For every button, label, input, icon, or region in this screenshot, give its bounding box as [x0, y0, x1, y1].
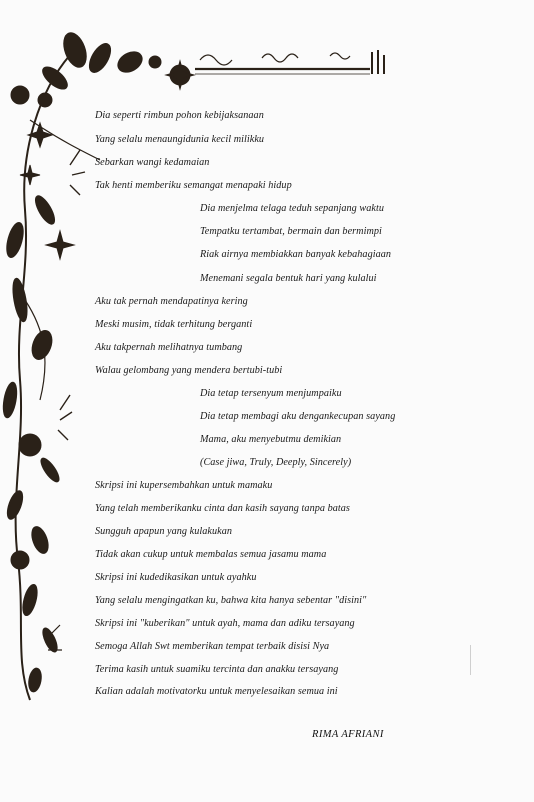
margin-mark: [470, 645, 471, 675]
poem-line: Aku takpernah melihatnya tumbang: [95, 342, 243, 353]
poem-line: Terima kasih untuk suamiku tercinta dan anakku tersayang: [95, 664, 339, 675]
poem-line: Yang telah memberikanku cinta dan kasih sayang tanpa batas: [95, 503, 350, 514]
poem-line: Yang selalu menaungidunia kecil milikku: [95, 134, 265, 145]
author-signature: RIMA AFRIANI: [312, 729, 384, 740]
poem-line: Yang selalu mengingatkan ku, bahwa kita hanya sebentar "disini": [95, 595, 367, 606]
poem-line: Skripsi ini "kuberikan" untuk ayah, mama dan adiku tersayang: [95, 618, 355, 629]
poem-line: Tempatku tertambat, bermain dan bermimpi: [200, 226, 382, 237]
poem-line: Semoga Allah Swt memberikan tempat terbaik disisi Nya: [95, 641, 330, 652]
poem-line: Sungguh apapun yang kulakukan: [95, 526, 232, 537]
poem-line: Tidak akan cukup untuk membalas semua jasamu mama: [95, 549, 327, 560]
poem-line: Menemani segala bentuk hari yang kulalui: [200, 273, 377, 284]
poem-line: Sebarkan wangi kedamaian: [95, 157, 210, 168]
poem-line: Walau gelombang yang mendera bertubi-tubi: [95, 365, 283, 376]
poem-line: Mama, aku menyebutmu demikian: [200, 434, 342, 445]
poem-line: Meski musim, tidak terhitung berganti: [95, 319, 253, 330]
poem-line: Dia menjelma telaga teduh sepanjang waktu: [200, 203, 384, 214]
poem-line: (Case jiwa, Truly, Deeply, Sincerely): [200, 457, 352, 468]
poem-line: Dia tetap tersenyum menjumpaiku: [200, 388, 342, 399]
poem-line: Skripsi ini kudedikasikan untuk ayahku: [95, 572, 257, 583]
poem-line: Aku tak pernah mendapatinya kering: [95, 296, 248, 307]
poem-line: Skripsi ini kupersembahkan untuk mamaku: [95, 480, 273, 491]
poem-line: Dia seperti rimbun pohon kebijaksanaan: [95, 110, 264, 121]
poem-line: Dia tetap membagi aku dengankecupan sayang: [200, 411, 396, 422]
poem-line: Riak airnya membiakkan banyak kebahagiaan: [200, 249, 392, 260]
poem-line: Tak henti memberiku semangat menapaki hidup: [95, 180, 292, 191]
poem-line: Kalian adalah motivatorku untuk menyelesaikan semua ini: [95, 686, 338, 697]
